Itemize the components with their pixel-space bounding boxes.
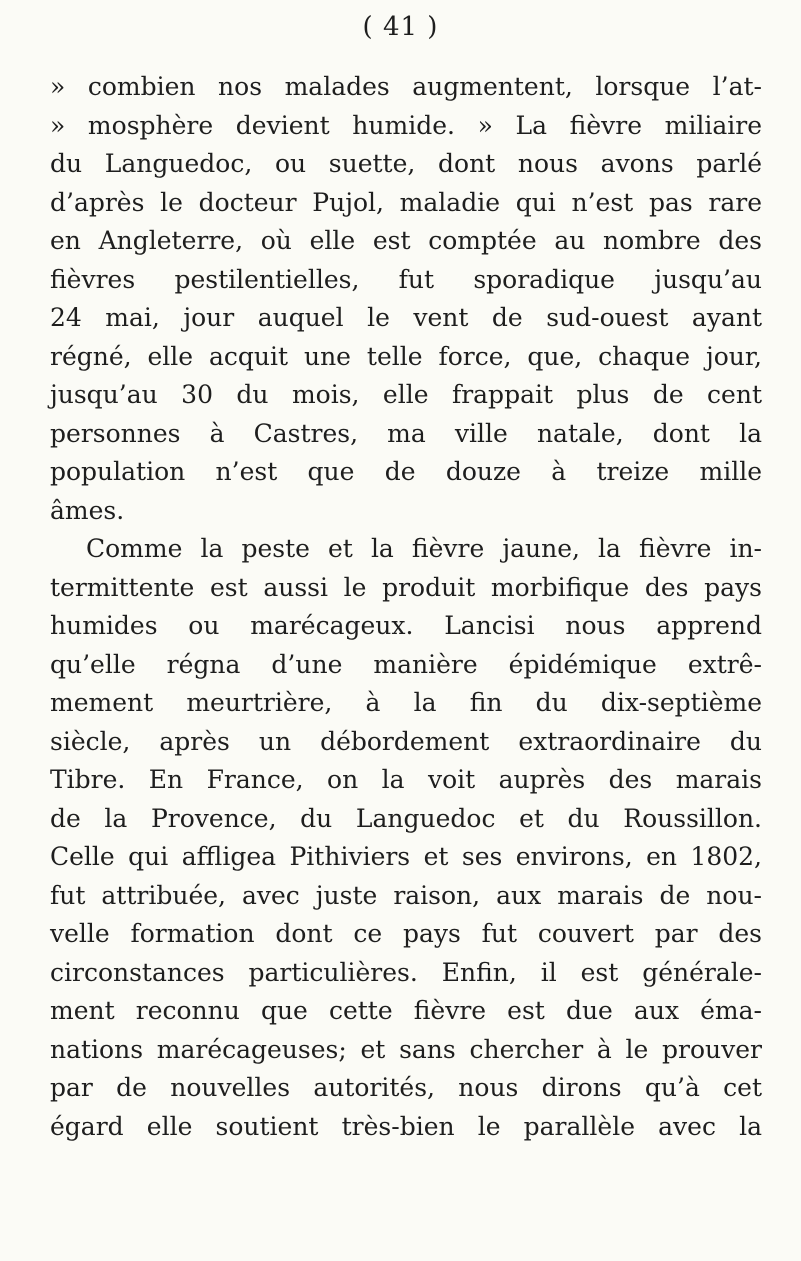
text-line: régné, elle acquit une telle force, que, chaque jour, xyxy=(50,341,762,371)
text-line: ment reconnu que cette fièvre est due aux éma- xyxy=(50,996,762,1025)
text-line: d’après le docteur Pujol, maladie qui n’est pas rare xyxy=(50,187,762,217)
text-line: siècle, après un débordement extraordinaire du xyxy=(50,726,762,756)
text-line: fièvres pestilentielles, fut sporadique jusqu’au xyxy=(50,264,762,294)
text-line: personnes à Castres, ma ville natale, dont la xyxy=(50,418,762,448)
text-line: population n’est que de douze à treize mille xyxy=(50,457,762,486)
page-number: ( 41 ) xyxy=(362,12,439,42)
text-line: par de nouvelles autorités, nous dirons qu’à cet xyxy=(50,1073,762,1102)
text-line: Comme la peste et la fièvre jaune, la fièvre in- xyxy=(86,534,762,563)
text-line: velle formation dont ce pays fut couvert par des xyxy=(50,919,762,948)
text-line: nations marécageuses; et sans chercher à le prouver xyxy=(50,1034,762,1064)
text-line: circonstances particulières. Enfin, il est générale- xyxy=(50,957,762,987)
text-line: de la Provence, du Languedoc et du Roussillon. xyxy=(50,803,762,833)
body-text xyxy=(50,68,762,1146)
text-line: en Angleterre, où elle est comptée au nombre des xyxy=(50,226,762,255)
text-line: jusqu’au 30 du mois, elle frappait plus de cent xyxy=(50,380,762,409)
text-line: du Languedoc, ou suette, dont nous avons parlé xyxy=(50,149,762,178)
text-line: » mosphère devient humide. » La fièvre miliaire xyxy=(50,110,762,140)
text-line: humides ou marécageux. Lancisi nous apprend xyxy=(50,611,762,640)
text-line: termittente est aussi le produit morbifique des pays xyxy=(50,572,762,602)
text-line: 24 mai, jour auquel le vent de sud-ouest ayant xyxy=(50,303,762,332)
text-line: âmes. xyxy=(50,495,125,525)
text-line: Tibre. En France, on la voit auprès des marais xyxy=(50,765,762,794)
text-line: mement meurtrière, à la fin du dix-septième xyxy=(50,688,762,717)
text-line: Celle qui affligea Pithiviers et ses environs, en 1802, xyxy=(50,842,762,871)
text-line: » combien nos malades augmentent, lorsque l’at- xyxy=(50,72,762,101)
text-line: fut attribuée, avec juste raison, aux marais de nou- xyxy=(50,880,762,910)
text-line: égard elle soutient très-bien le parallèle avec la xyxy=(50,1111,762,1141)
text-line: qu’elle régna d’une manière épidémique extrê- xyxy=(50,649,762,679)
